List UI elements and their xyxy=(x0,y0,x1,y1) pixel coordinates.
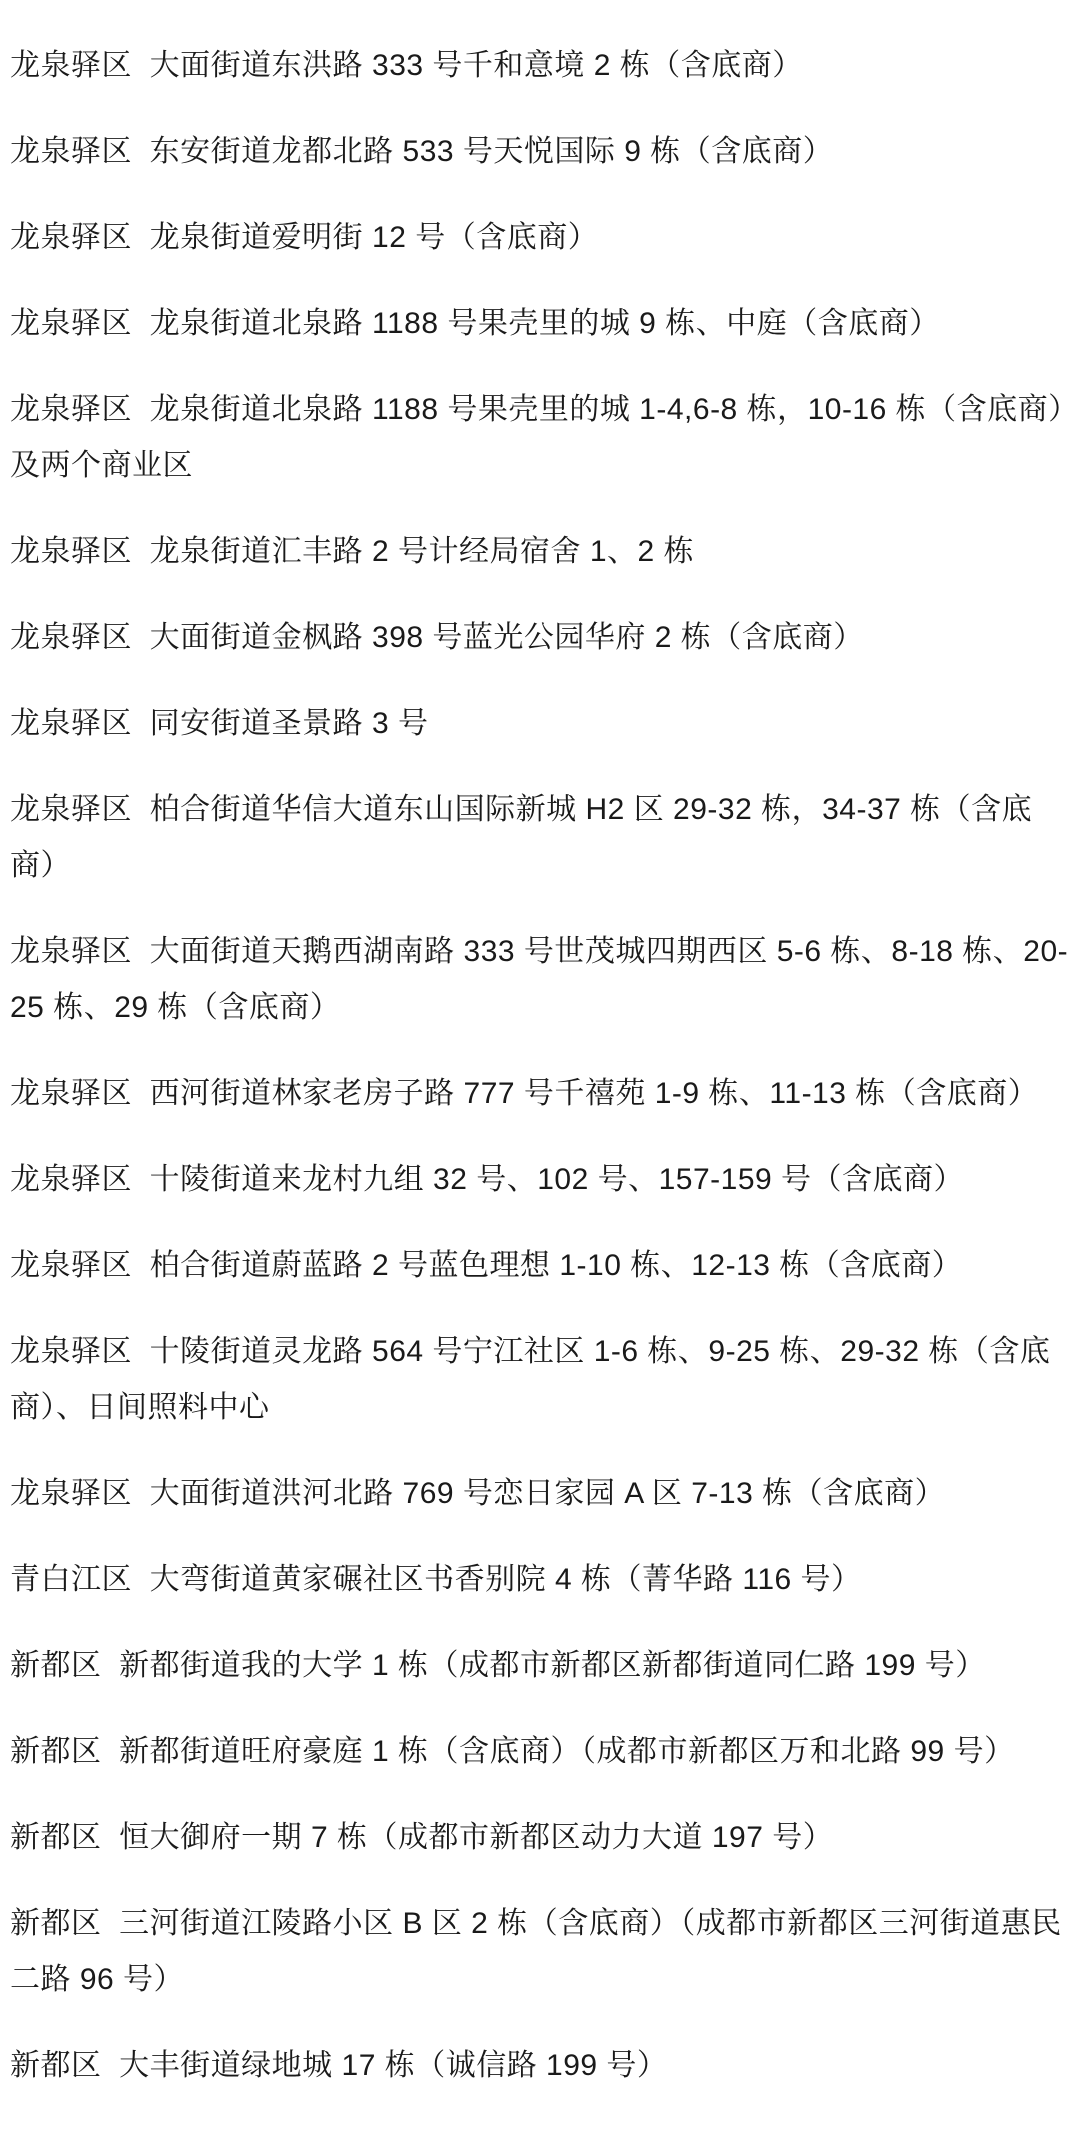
list-item: 龙泉驿区 龙泉街道北泉路 1188 号果壳里的城 9 栋、中庭（含底商） xyxy=(10,307,940,340)
list-item: 青白江区 大弯街道黄家碾社区书香别院 4 栋（菁华路 116 号） xyxy=(10,1563,862,1596)
list-item: 龙泉驿区 柏合街道蔚蓝路 2 号蓝色理想 1-10 栋、12-13 栋（含底商） xyxy=(10,1249,963,1282)
list-item: 新都区 大丰街道绿地城 17 栋（诚信路 199 号） xyxy=(10,2049,668,2082)
list-item: 龙泉驿区 柏合街道华信大道东山国际新城 H2 区 29-32 栋，34-37 栋（含底商） xyxy=(10,793,1033,882)
list-item: 龙泉驿区 大面街道天鹅西湖南路 333 号世茂城四期西区 5-6 栋、8-18 栋、20-25 栋、29 栋（含底商） xyxy=(10,935,1069,1024)
list-item: 龙泉驿区 西河街道林家老房子路 777 号千禧苑 1-9 栋、11-13 栋（含底商） xyxy=(10,1077,1039,1110)
list-item: 龙泉驿区 大面街道洪河北路 769 号恋日家园 A 区 7-13 栋（含底商） xyxy=(10,1477,946,1510)
list-item: 龙泉驿区 龙泉街道北泉路 1188 号果壳里的城 1-4,6-8 栋，10-16 栋（含底商）及两个商业区 xyxy=(10,393,1064,482)
list-item: 龙泉驿区 十陵街道灵龙路 564 号宁江社区 1-6 栋、9-25 栋、29-32 栋（含底商）、日间照料中心 xyxy=(10,1335,1051,1424)
list-item: 龙泉驿区 同安街道圣景路 3 号 xyxy=(10,707,429,740)
list-item: 龙泉驿区 龙泉街道汇丰路 2 号计经局宿舍 1、2 栋 xyxy=(10,535,695,568)
list-item: 新都区 新都街道旺府豪庭 1 栋（含底商）（成都市新都区万和北路 99 号） xyxy=(10,1735,1015,1768)
list-item: 龙泉驿区 龙泉街道爱明街 12 号（含底商） xyxy=(10,221,599,254)
list-item: 新都区 恒大御府一期 7 栋（成都市新都区动力大道 197 号） xyxy=(10,1821,834,1854)
list-item: 龙泉驿区 十陵街道来龙村九组 32 号、102 号、157-159 号（含底商） xyxy=(10,1163,965,1196)
list-item: 新都区 三河街道江陵路小区 B 区 2 栋（含底商）（成都市新都区三河街道惠民二路 96 号） xyxy=(10,1907,1062,1996)
list-item: 龙泉驿区 东安街道龙都北路 533 号天悦国际 9 栋（含底商） xyxy=(10,135,834,168)
list-item: 新都区 新都街道我的大学 1 栋（成都市新都区新都街道同仁路 199 号） xyxy=(10,1649,986,1682)
list-item: 龙泉驿区 大面街道金枫路 398 号蓝光公园华府 2 栋（含底商） xyxy=(10,621,864,654)
list-item: 龙泉驿区 大面街道东洪路 333 号千和意境 2 栋（含底商） xyxy=(10,49,803,82)
